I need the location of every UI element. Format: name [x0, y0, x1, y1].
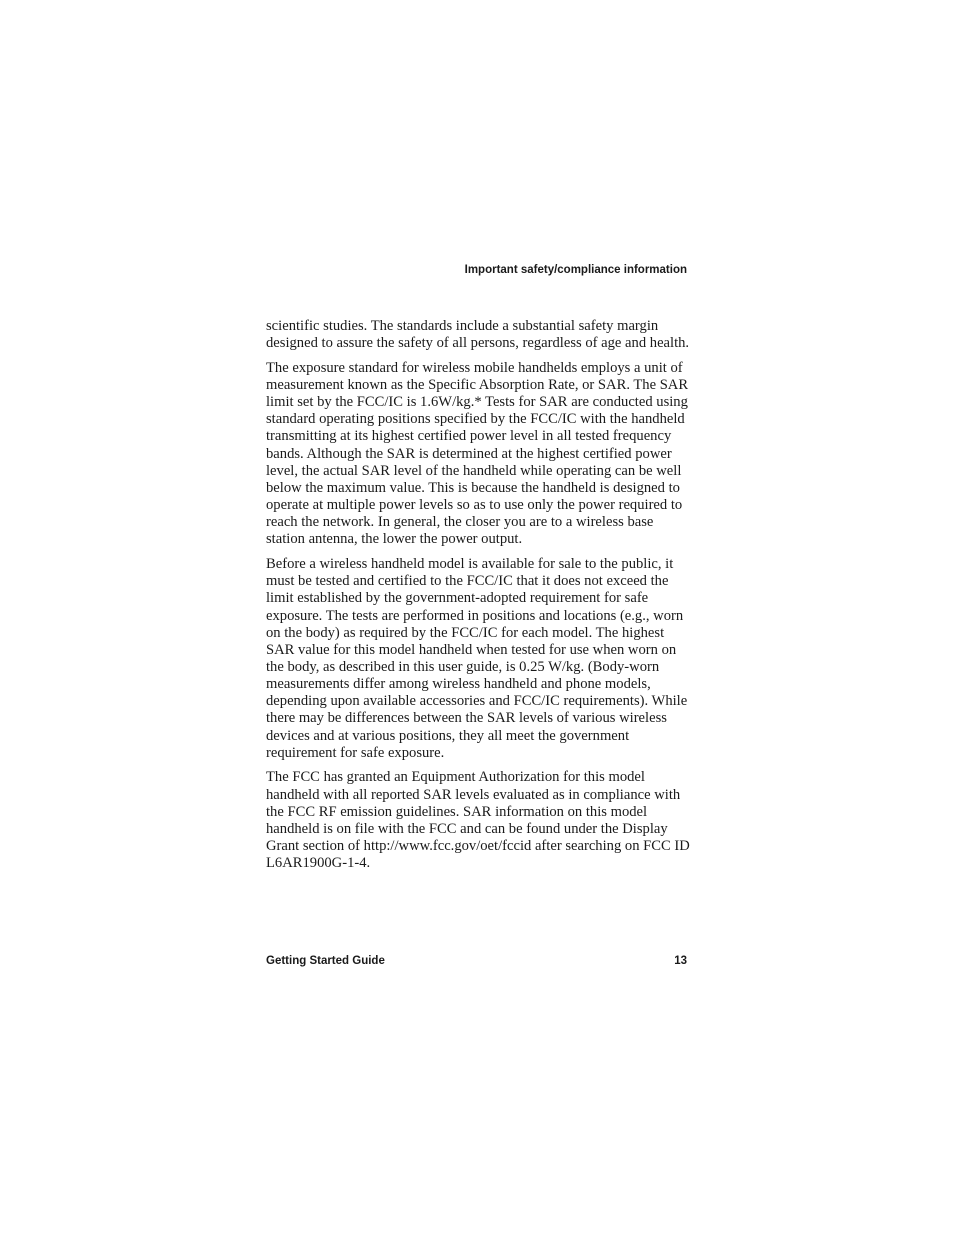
paragraph-4: The FCC has granted an Equipment Authorization for this model handheld with all reported SAR levels evaluated as in compliance with the FCC RF emission guidelines. SAR information on this model handheld is on file with the FCC and can be found under the Display Grant section of http://www.fcc.gov/oet/fccid after searching on FCC ID L6AR1900G-1-4. [266, 769, 690, 872]
body-text [266, 318, 690, 880]
running-header: Important safety/compliance information [464, 264, 687, 276]
paragraph-2: The exposure standard for wireless mobile handhelds employs a unit of measurement known as the Specific Absorption Rate, or SAR. The SAR limit set by the FCC/IC is 1.6W/kg.* Tests for SAR are conducted using standard operating positions specified by the FCC/IC with the handheld transmitting at its highest certified power level in all tested frequency bands. Although the SAR is determined at the highest certified power level, the actual SAR level of the handheld while operating can be well below the maximum value. This is because the handheld is designed to operate at multiple power levels so as to use only the power required to reach the network. In general, the closer you are to a wireless base station antenna, the lower the power output. [266, 359, 689, 548]
paragraph-3: Before a wireless handheld model is available for sale to the public, it must be tested and certified to the FCC/IC that it does not exceed the limit established by the government-adopted requirement for safe exposure. The tests are performed in positions and locations (e.g., worn on the body) as required by the FCC/IC for each model. The highest SAR value for this model handheld when tested for use when worn on the body, as described in this user guide, is 0.25 W/kg. (Body-worn measurements differ among wireless handheld and phone models, depending upon available accessories and FCC/IC requirements). While there may be differences between the SAR levels of various wireless devices and at various positions, they all meet the government requirement for safe exposure. [266, 556, 688, 761]
footer-title: Getting Started Guide [266, 955, 385, 967]
page-number: 13 [674, 955, 687, 967]
paragraph-1: scientific studies. The standards include a substantial safety margin designed to assure the safety of all persons, regardless of age and health. [266, 318, 690, 352]
